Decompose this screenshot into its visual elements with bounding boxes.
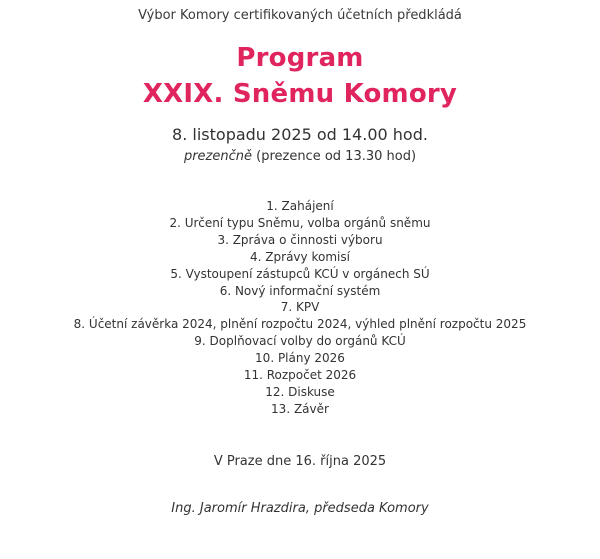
agenda-item: 1. Zahájení	[266, 199, 334, 213]
agenda-item: 11. Rozpočet 2026	[243, 368, 357, 383]
title-program: Program	[236, 43, 364, 73]
agenda-item: 2. Určení typu Sněmu, volba orgánů sněmu	[169, 215, 431, 230]
agenda-item: 3. Zpráva o činnosti výboru	[217, 232, 383, 247]
agenda-item: 6. Nový informační systém	[219, 283, 381, 298]
agenda-item: 9. Doplňovací volby do orgánů KCÚ	[194, 334, 406, 349]
meeting-date: 8. listopadu 2025 od 14.00 hod.	[172, 125, 428, 144]
agenda-item: 10. Plány 2026	[255, 351, 345, 366]
place-and-date: V Praze dne 16. října 2025	[213, 454, 387, 469]
agenda-list	[0, 198, 600, 418]
agenda-item: 12. Diskuse	[265, 384, 335, 399]
agenda-item: 7. KPV	[280, 300, 320, 315]
agenda-item: 8. Účetní závěrka 2024, plnění rozpočtu 2024, výhled plnění rozpočtu 2025	[73, 317, 527, 332]
agenda-item: 4. Zprávy komisí	[250, 249, 350, 264]
presence-mode: prezenčně	[183, 149, 252, 164]
agenda-item: 5. Vystoupení zástupců KCÚ v orgánech SÚ	[170, 266, 430, 281]
signature: Ing. Jaromír Hrazdira, předseda Komory	[171, 501, 429, 516]
presence-time: (prezence od 13.30 hod)	[251, 149, 417, 164]
intro-text: Výbor Komory certifikovaných účetních předkládá	[138, 8, 462, 23]
title-assembly: XXIX. Sněmu Komory	[142, 79, 458, 109]
presence-info	[0, 149, 600, 164]
agenda-item: 13. Závěr	[271, 401, 329, 416]
